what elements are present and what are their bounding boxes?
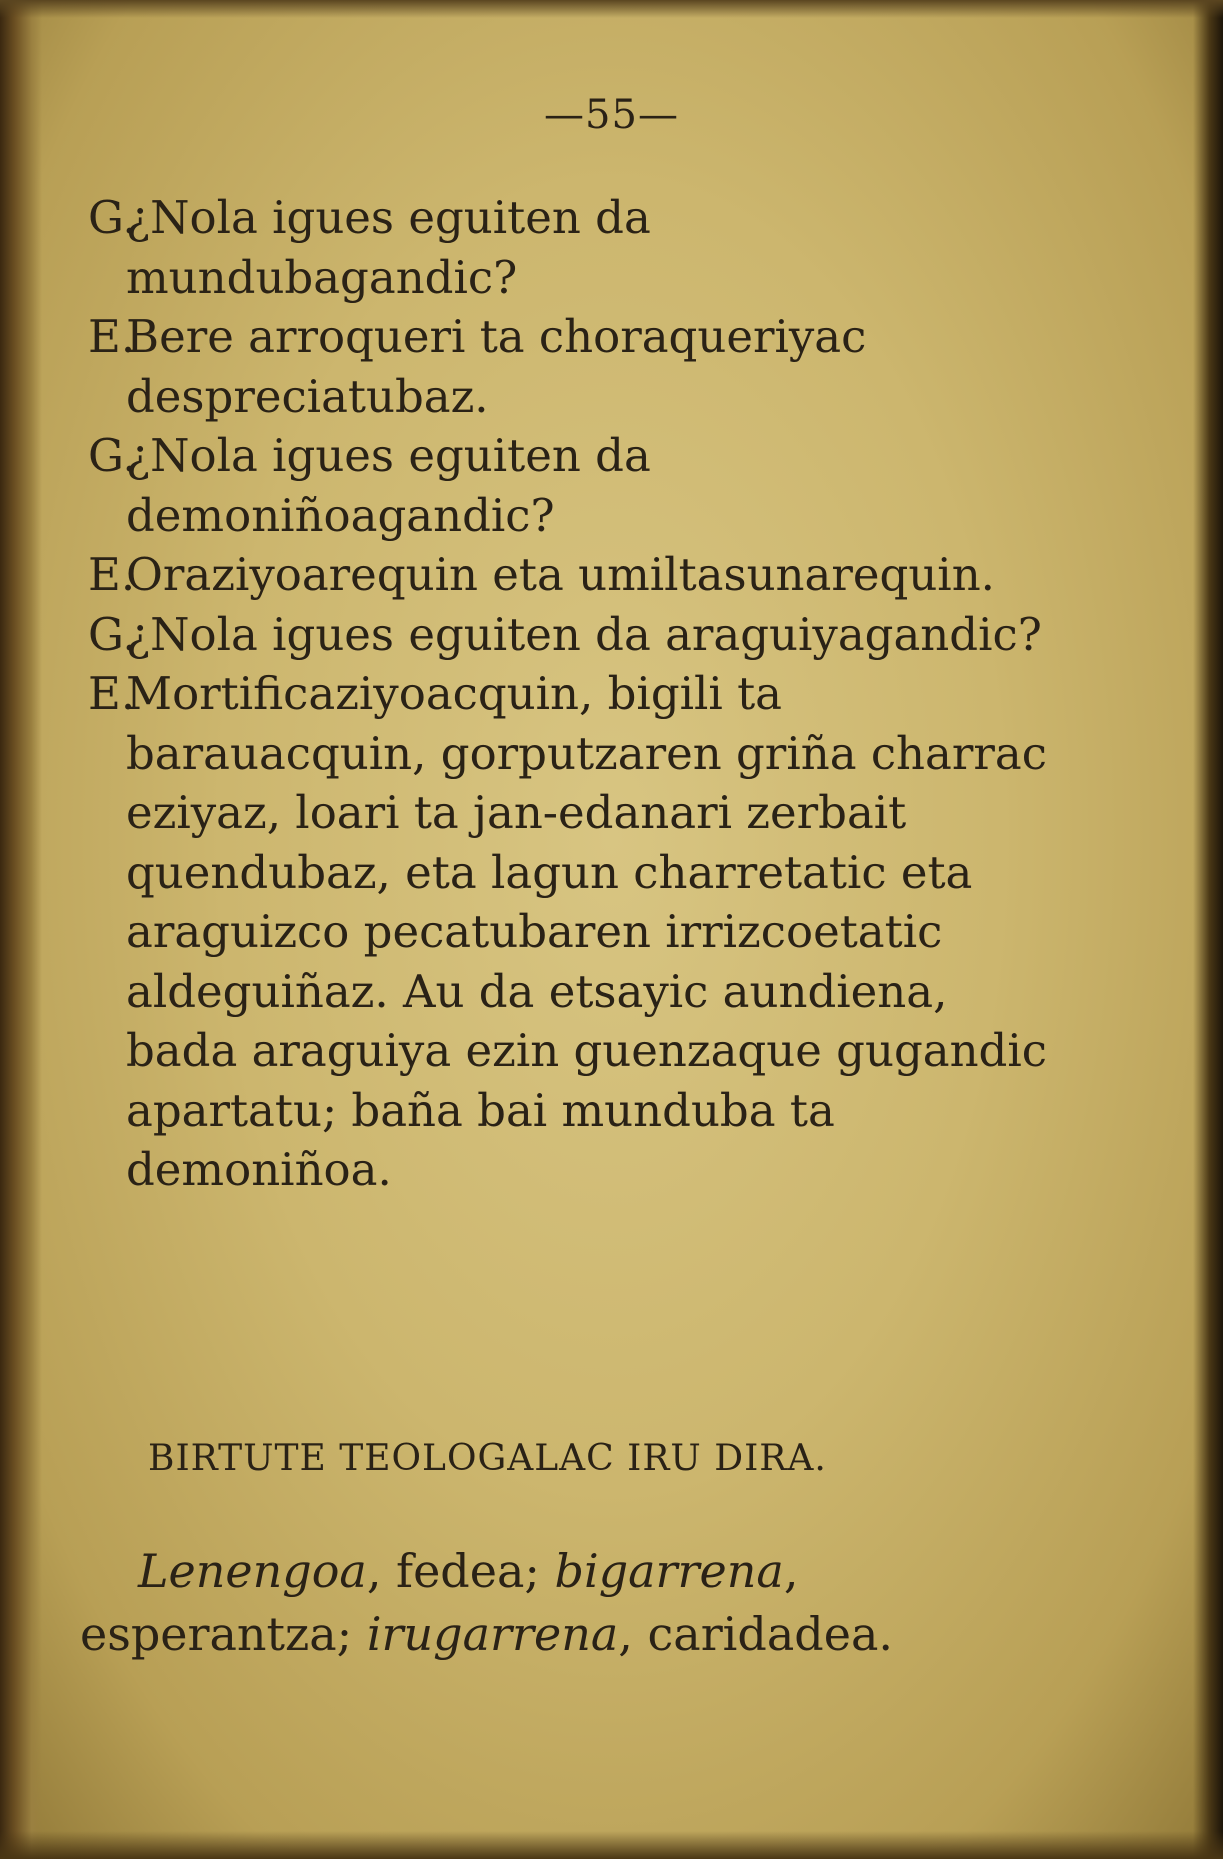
dialogue-text: Mortificaziyoacquin, bigili ta barauacquin, gorputzaren griña charrac eziyaz, loari ta jan-edanari zerbait quendubaz, eta lagun charretatic eta araguizco pecatubaren irrizcoetatic aldeguiñaz. Au da etsayic aundiena, bada araguiya ezin guenzaque gugandic apartatu; baña bai munduba ta demoniñoa. xyxy=(126,667,1047,1196)
third-label: irugarrena xyxy=(366,1607,619,1661)
dialogue-text: ¿Nola igues eguiten da mundubagandic? xyxy=(126,191,651,304)
virtues-paragraph xyxy=(80,1540,1048,1666)
third-value: , caridadea. xyxy=(618,1607,893,1661)
second-label: bigarrena xyxy=(554,1544,784,1598)
speaker-label: E. xyxy=(88,548,136,601)
page-right-edge xyxy=(1193,0,1223,1859)
dialogue-line xyxy=(88,188,1048,307)
speaker-label: G. xyxy=(88,191,137,244)
second-value: , esperantza; xyxy=(80,1544,799,1661)
page-top-edge xyxy=(0,0,1223,18)
page-number: —55— xyxy=(544,92,679,138)
speaker-label: E. xyxy=(88,310,136,363)
catechism-dialogue xyxy=(88,188,1048,1200)
page-bottom-edge xyxy=(0,1831,1223,1859)
dialogue-text: ¿Nola igues eguiten da araguiyagandic? xyxy=(126,607,1042,661)
speaker-label: E. xyxy=(88,667,136,720)
dialogue-line xyxy=(88,426,1048,545)
section-heading: BIRTUTE TEOLOGALAC IRU DIRA. xyxy=(148,1438,827,1479)
dialogue-text: Bere arroqueri ta choraqueriyac despreciatubaz. xyxy=(126,310,867,423)
first-label: Lenengoa xyxy=(138,1544,367,1598)
dialogue-text: ¿Nola igues eguiten da demoniñoagandic? xyxy=(126,429,651,542)
dialogue-line xyxy=(88,307,1048,426)
book-spine-shadow xyxy=(0,0,42,1859)
speaker-label: G. xyxy=(88,429,137,482)
dialogue-line xyxy=(88,664,1048,1200)
first-value: , fedea; xyxy=(366,1544,555,1598)
dialogue-line xyxy=(88,605,1048,665)
dialogue-text: Oraziyoarequin eta umiltasunarequin. xyxy=(126,548,995,601)
speaker-label: G. xyxy=(88,607,137,661)
dialogue-line xyxy=(88,545,1048,605)
